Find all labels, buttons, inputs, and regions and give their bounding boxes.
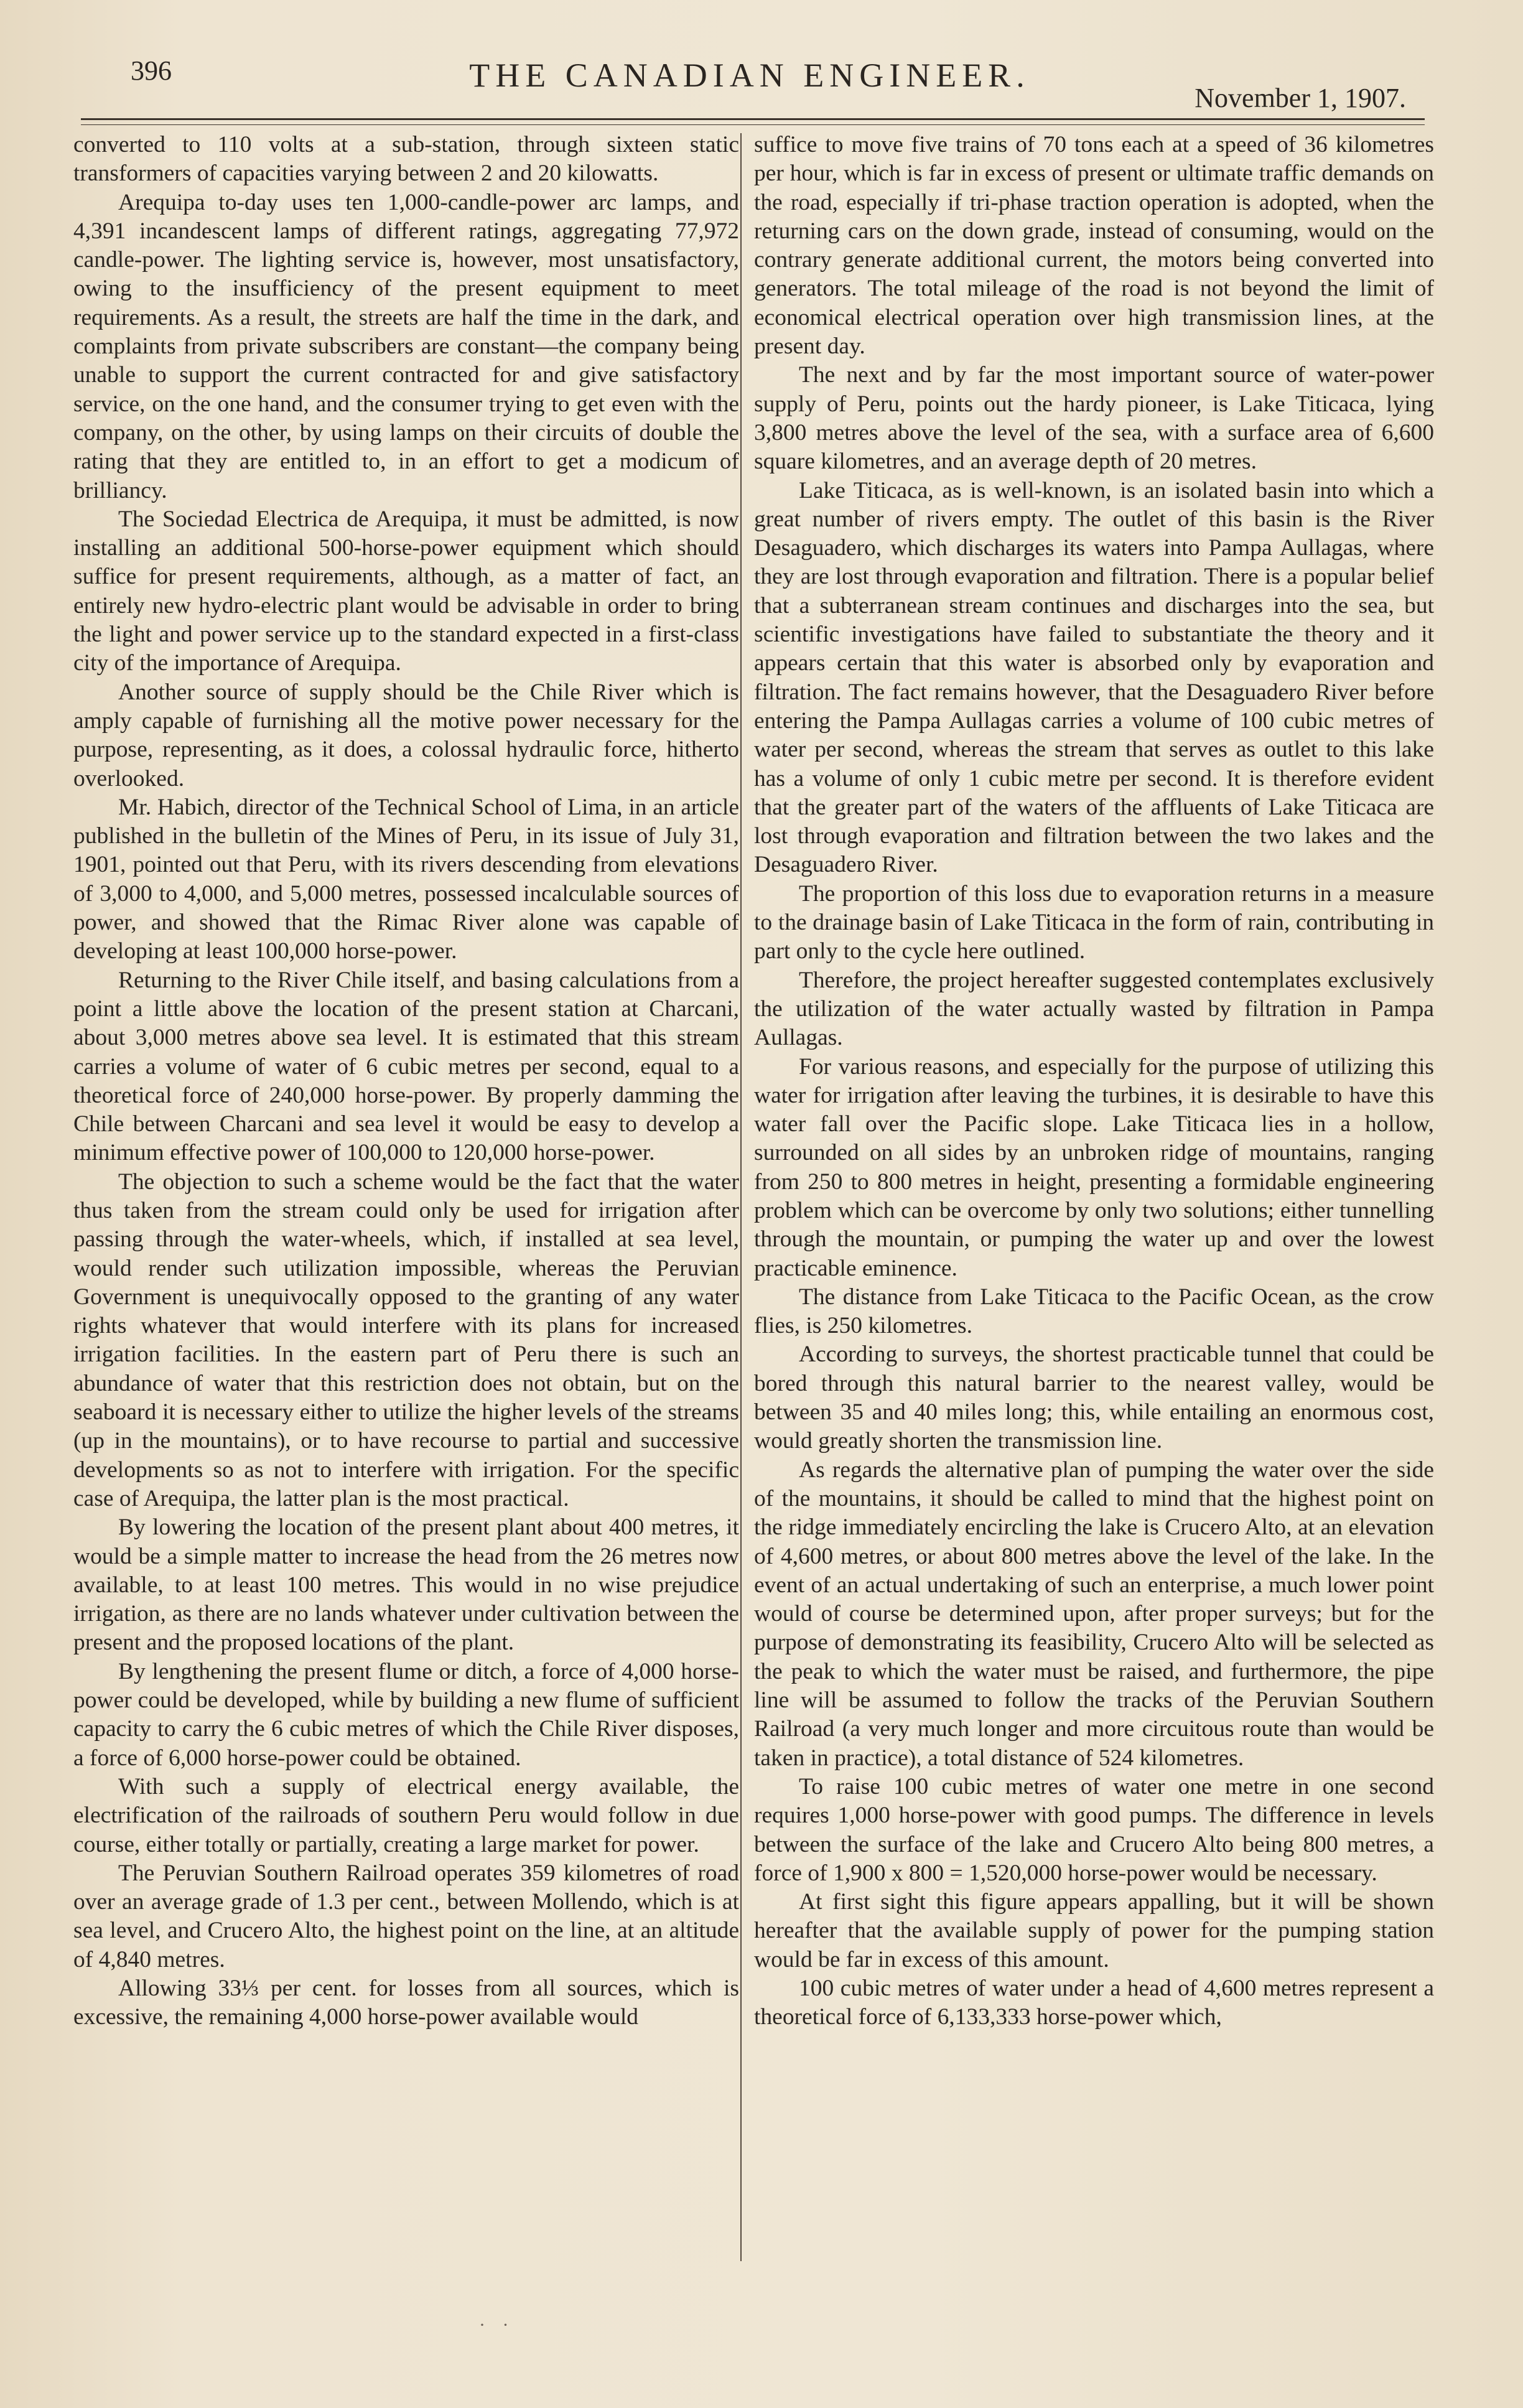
issue-date: November 1, 1907. bbox=[1195, 83, 1406, 113]
journal-title: THE CANADIAN ENGINEER. bbox=[469, 57, 1030, 94]
paragraph: 100 cubic metres of water under a head of 4,600 metres represent a theoretical force of 6,133,333 horse-power which, bbox=[754, 1976, 1434, 2030]
paragraph: Allowing 33⅓ per cent. for losses from all sources, which is excessive, the remaining 4,000 horse-power available would bbox=[73, 1976, 739, 2030]
paragraph: The distance from Lake Titicaca to the Pacific Ocean, as the crow flies, is 250 kilometres. bbox=[754, 1284, 1434, 1339]
paragraph: According to surveys, the shortest practicable tunnel that could be bored through this natural barrier to the nearest valley, would be between 35 and 40 miles long; this, while entailing an enormous cost, would greatly shorten the transmission line. bbox=[754, 1342, 1434, 1454]
paragraph: Arequipa to-day uses ten 1,000-candle-power arc lamps, and 4,391 incandescent lamps of different ratings, aggregating 77,972 candle-power. The lighting service is, however, most unsatisfactory, owing to the insufficiency of the present equipment to meet requirements. As a result, the streets are half the time in the dark, and complaints from private subscribers are constant—the company being unable to support the current contracted for and give satisfactory service, on the one hand, and the consumer trying to get even with the company, on the other, by using lamps on their circuits of double the rating that they are entitled to, in an effort to get a modicum of brilliancy. bbox=[73, 189, 739, 503]
stray-marks: · · bbox=[479, 2315, 515, 2335]
paragraph: As regards the alternative plan of pumping the water over the side of the mountains, it should be called to mind that the highest point on the ridge immediately encircling the lake is Crucero Alto, at an elevation of 4,600 metres, or about 800 metres above the level of the lake. In the event of an actual undertaking of such an enterprise, a much lower point would of course be determined upon, after proper surveys; but for the purpose of demonstrating its feasibility, Crucero Alto will be selected as the peak to which the water must be raised, and furthermore, the pipe line will be assumed to follow the tracks of the Peruvian Southern Railroad (a very much longer and more circuitous route than would be taken in practice), a total distance of 524 kilometres. bbox=[754, 1457, 1434, 1771]
page-header bbox=[87, 49, 1412, 117]
paragraph: Mr. Habich, director of the Technical School of Lima, in an article published in the bulletin of the Mines of Peru, in its issue of July 31, 1901, pointed out that Peru, with its rivers descending from elevations of 3,000 to 4,000, and 5,000 metres, possessed incalculable sources of power, and showed that the Rimac River alone was capable of developing at least 100,000 horse-power. bbox=[73, 794, 739, 964]
paragraph: Another source of supply should be the Chile River which is amply capable of furnishing all the motive power necessary for the purpose, representing, as it does, a colossal hydraulic force, hitherto overlooked. bbox=[73, 679, 739, 791]
paragraph: The proportion of this loss due to evaporation returns in a measure to the drainage basin of Lake Titicaca in the form of rain, contributing in part only to the cycle here outlined. bbox=[754, 880, 1434, 964]
paragraph: The Sociedad Electrica de Arequipa, it must be admitted, is now installing an additional 500-horse-power equipment which should suffice for present requirements, although, as a matter of fact, an entirely new hydro-electric plant would be advisable in order to bring the light and power service up to the standard expected in a first-class city of the importance of Arequipa. bbox=[73, 506, 739, 676]
paragraph: converted to 110 volts at a sub-station, through sixteen static transformers of capacities varying between 2 and 20 kilowatts. bbox=[73, 132, 739, 187]
paragraph: The next and by far the most important source of water-power supply of Peru, points out the hardy pioneer, is Lake Titicaca, lying 3,800 metres above the level of the sea, with a surface area of 6,600 square kilometres, and an average depth of 20 metres. bbox=[754, 362, 1434, 475]
page-number: 396 bbox=[131, 55, 172, 86]
right-column bbox=[740, 131, 1434, 2271]
left-column bbox=[73, 131, 739, 2271]
paragraph: To raise 100 cubic metres of water one metre in one second requires 1,000 horse-power with good pumps. The difference in levels between the surface of the lake and Crucero Alto being 800 metres, a force of 1,900 x 800 = 1,520,000 horse-power would be necessary. bbox=[754, 1773, 1434, 1886]
paragraph: By lengthening the present flume or ditch, a force of 4,000 horse-power could be developed, while by building a new flume of sufficient capacity to carry the 6 cubic metres of which the Chile River disposes, a force of 6,000 horse-power could be obtained. bbox=[73, 1658, 739, 1771]
paragraph: Returning to the River Chile itself, and basing calculations from a point a little above the location of the present station at Charcani, about 3,000 metres above sea level. It is estimated that this stream carries a volume of water of 6 cubic metres per second, equal to a theoretical force of 240,000 horse-power. By properly damming the Chile between Charcani and sea level it would be easy to develop a minimum effective power of 100,000 to 120,000 horse-power. bbox=[73, 967, 739, 1166]
paragraph: With such a supply of electrical energy available, the electrification of the railroads of southern Peru would follow in due course, either totally or partially, creating a large market for power. bbox=[73, 1773, 739, 1857]
paragraph: Lake Titicaca, as is well-known, is an isolated basin into which a great number of rivers empty. The outlet of this basin is the River Desaguadero, which discharges its waters into Pampa Aullagas, where they are lost through evaporation and filtration. There is a popular belief that a subterranean stream continues and discharges into the sea, but scientific investigations have failed to substantiate the theory and it appears certain that this water is absorbed only by evaporation and filtration. The fact remains however, that the Desaguadero River before entering the Pampa Aullagas carries a volume of 100 cubic metres of water per second, whereas the stream that serves as outlet to this lake has a volume of only 1 cubic metre per second. It is therefore evident that the greater part of the waters of the affluents of Lake Titicaca are lost through evaporation and filtration between the two lakes and the Desaguadero River. bbox=[754, 477, 1434, 878]
header-rule-thin bbox=[81, 124, 1425, 125]
paragraph: suffice to move five trains of 70 tons each at a speed of 36 kilometres per hour, which is far in excess of present or ultimate traffic demands on the road, especially if tri-phase traction operation is adopted, when the returning cars on the down grade, instead of consuming, would on the contrary generate additional current, the motors being converted into generators. The total mileage of the road is not beyond the limit of economical electrical operation over high transmission lines, at the present day. bbox=[754, 132, 1434, 360]
paragraph: The Peruvian Southern Railroad operates 359 kilometres of road over an average grade of 1.3 per cent., between Mollendo, which is at sea level, and Crucero Alto, the highest point on the line, at an altitude of 4,840 metres. bbox=[73, 1860, 739, 1972]
paragraph: The objection to such a scheme would be the fact that the water thus taken from the stream could only be used for irrigation after passing through the water-wheels, which, if installed at sea level, would render such utilization impossible, whereas the Peruvian Government is unequivocally opposed to the granting of any water rights whatever that would interfere with its plans for increased irrigation facilities. In the eastern part of Peru there is such an abundance of water that this restriction does not obtain, but on the seaboard it is necessary either to utilize the higher levels of the streams (up in the mountains), or to have recourse to partial and successive developments so as not to interfere with irrigation. For the specific case of Arequipa, the latter plan is the most practical. bbox=[73, 1169, 739, 1511]
header-rule bbox=[81, 118, 1425, 120]
paragraph: Therefore, the project hereafter suggested contemplates exclusively the utilization of the water actually wasted by filtration in Pampa Aullagas. bbox=[754, 967, 1434, 1051]
paragraph: For various reasons, and especially for the purpose of utilizing this water for irrigation after leaving the turbines, it is desirable to have this water fall over the Pacific slope. Lake Titicaca lies in a hollow, surrounded on all sides by an unbroken ridge of mountains, ranging from 250 to 800 metres in height, presenting a formidable engineering problem which can be overcome by only two solutions; either tunnelling through the mountain, or pumping the water up and over the lowest practicable eminence. bbox=[754, 1053, 1434, 1281]
paragraph: By lowering the location of the present plant about 400 metres, it would be a simple matter to increase the head from the 26 metres now available, to at least 100 metres. This would in no wise prejudice irrigation, as there are no lands whatever under cultivation between the present and the proposed locations of the plant. bbox=[73, 1514, 739, 1656]
paragraph: At first sight this figure appears appalling, but it will be shown hereafter that the available supply of power for the pumping station would be far in excess of this amount. bbox=[754, 1889, 1434, 1972]
